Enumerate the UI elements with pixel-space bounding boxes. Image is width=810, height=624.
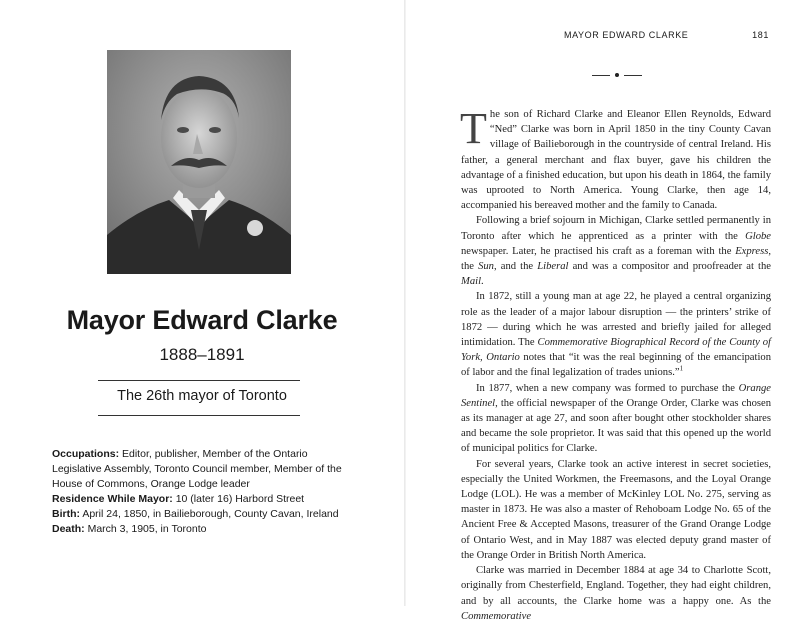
section-ornament [592, 72, 642, 78]
body-text [460, 104, 771, 624]
newspaper-title: Orange Sentinel [461, 382, 771, 409]
newspaper-title: Liberal [537, 261, 569, 273]
paragraph-text: For several years, Clarke took an active interest in secret societies, especially the United Workmen, the Freemasons, and the Loyal Orange Lodge (LOL). He was a member of McKinley LOL No. 275, serving as master in 1873. He was also a master of Rehoboam Lodge No. 65 of the Ancient Free & Accepted Masons, treasurer of the Grand Orange Lodge of Ontario West, and in May 1887 was elected deputy grand master of the Orange Order in British North America. [461, 458, 771, 561]
newspaper-title: Mail [461, 276, 482, 288]
newspaper-title: Sun [478, 261, 494, 273]
fact-birth [52, 507, 352, 522]
newspaper-title: Express [735, 245, 769, 257]
paragraph [460, 104, 771, 213]
facts-list [52, 447, 352, 537]
paragraph [461, 213, 771, 289]
fact-value: 10 (later 16) Harbord Street [172, 493, 305, 505]
term-years: 1888–1891 [159, 345, 245, 364]
newspaper-title: Globe [745, 230, 771, 242]
paragraph-text: he son of Richard Clarke and Eleanor Ellen Reynolds, Edward “Ned” Clarke was born in April 1850 in the tiny County Cavan village of Bailieborough in the countryside of central Ireland. His father, a general merchant and flax buyer, gave his children the advantage of a finished education, but upon his death in 1864, the family was uprooted to North America. Young Clarke, then age 14, accompanied his bereaved mother and the family to Canada. [461, 109, 771, 212]
paragraph-text: In 1872, still a young man at age 22, he played a central organizing role as the leader of a major labour disruption — the printers’ strike of 1872 — during which he was arrested and briefly jailed for alleged intimidation. The [461, 291, 771, 349]
right-page [406, 0, 810, 622]
paragraph-text: , the official newspaper of the Orange Order, Clarke was chosen as its manager at age 27, and soon after bought other stockholder shares and became the sole proprietor. It was said that this opened up the world of municipal politics for Clarke. [461, 397, 771, 455]
footnote-marker: 1 [679, 364, 684, 373]
fact-label: Death: [52, 523, 85, 535]
paragraph [461, 563, 771, 624]
paragraph [461, 457, 771, 563]
paragraph-text: , the [461, 245, 771, 273]
drop-cap: T [460, 104, 487, 153]
left-page [0, 0, 404, 606]
page-number: 181 [752, 30, 769, 40]
running-header [406, 30, 810, 42]
book-title: Commemorative Biographical Record of the County of York, Ontario [461, 337, 771, 364]
fact-value: April 24, 1850, in Bailieborough, County Cavan, Ireland [80, 508, 339, 520]
portrait-photo [107, 50, 291, 274]
fact-value: Editor, publisher, Member of the Ontario Legislative Assembly, Toronto Council member, Member of the House of Commons, Orange Lodge leader [52, 448, 342, 490]
paragraph [461, 381, 771, 457]
paragraph-text: . [481, 276, 484, 288]
paragraph-text: Following a brief sojourn in Michigan, Clarke settled permanently in Toronto after which he apprenticed as a printer with the [461, 215, 771, 242]
fact-death [52, 522, 352, 537]
subtitle: The 26th mayor of Toronto [117, 388, 287, 404]
divider-top [98, 380, 300, 381]
fact-value: March 3, 1905, in Toronto [84, 523, 207, 535]
paragraph-text: , and the [493, 261, 538, 273]
fact-label: Occupations: [52, 448, 120, 460]
ornament-line-left [592, 75, 610, 76]
fact-residence [52, 492, 352, 507]
page-title: Mayor Edward Clarke [66, 305, 338, 335]
paragraph-text: In 1877, when a new company was formed to purchase the [476, 382, 739, 394]
portrait-image [107, 50, 291, 274]
fact-occupations [52, 447, 352, 492]
fact-label: Residence While Mayor: [52, 493, 173, 505]
book-title: Commemorative [461, 610, 532, 622]
ornament-dot [615, 73, 619, 77]
fact-label: Birth: [52, 508, 80, 520]
paragraph-text: Clarke was married in December 1884 at age 34 to Charlotte Scott, originally from Chesterfield, England. Together, they had eight children, and by all accounts, the Clarke home was a happy one. As the [461, 565, 771, 607]
ornament-line-right [624, 75, 642, 76]
paragraph [461, 289, 771, 380]
divider-bottom [98, 415, 300, 416]
paragraph-text: and was a compositor and proofreader at the [568, 261, 771, 273]
paragraph-text: newspaper. Later, he practised his craft as a foreman with the [461, 245, 736, 257]
running-head: MAYOR EDWARD CLARKE [564, 30, 689, 40]
paragraph-text: notes that “it was the real beginning of the emancipation of labor and the final legalization of trades unions.” [461, 352, 771, 379]
